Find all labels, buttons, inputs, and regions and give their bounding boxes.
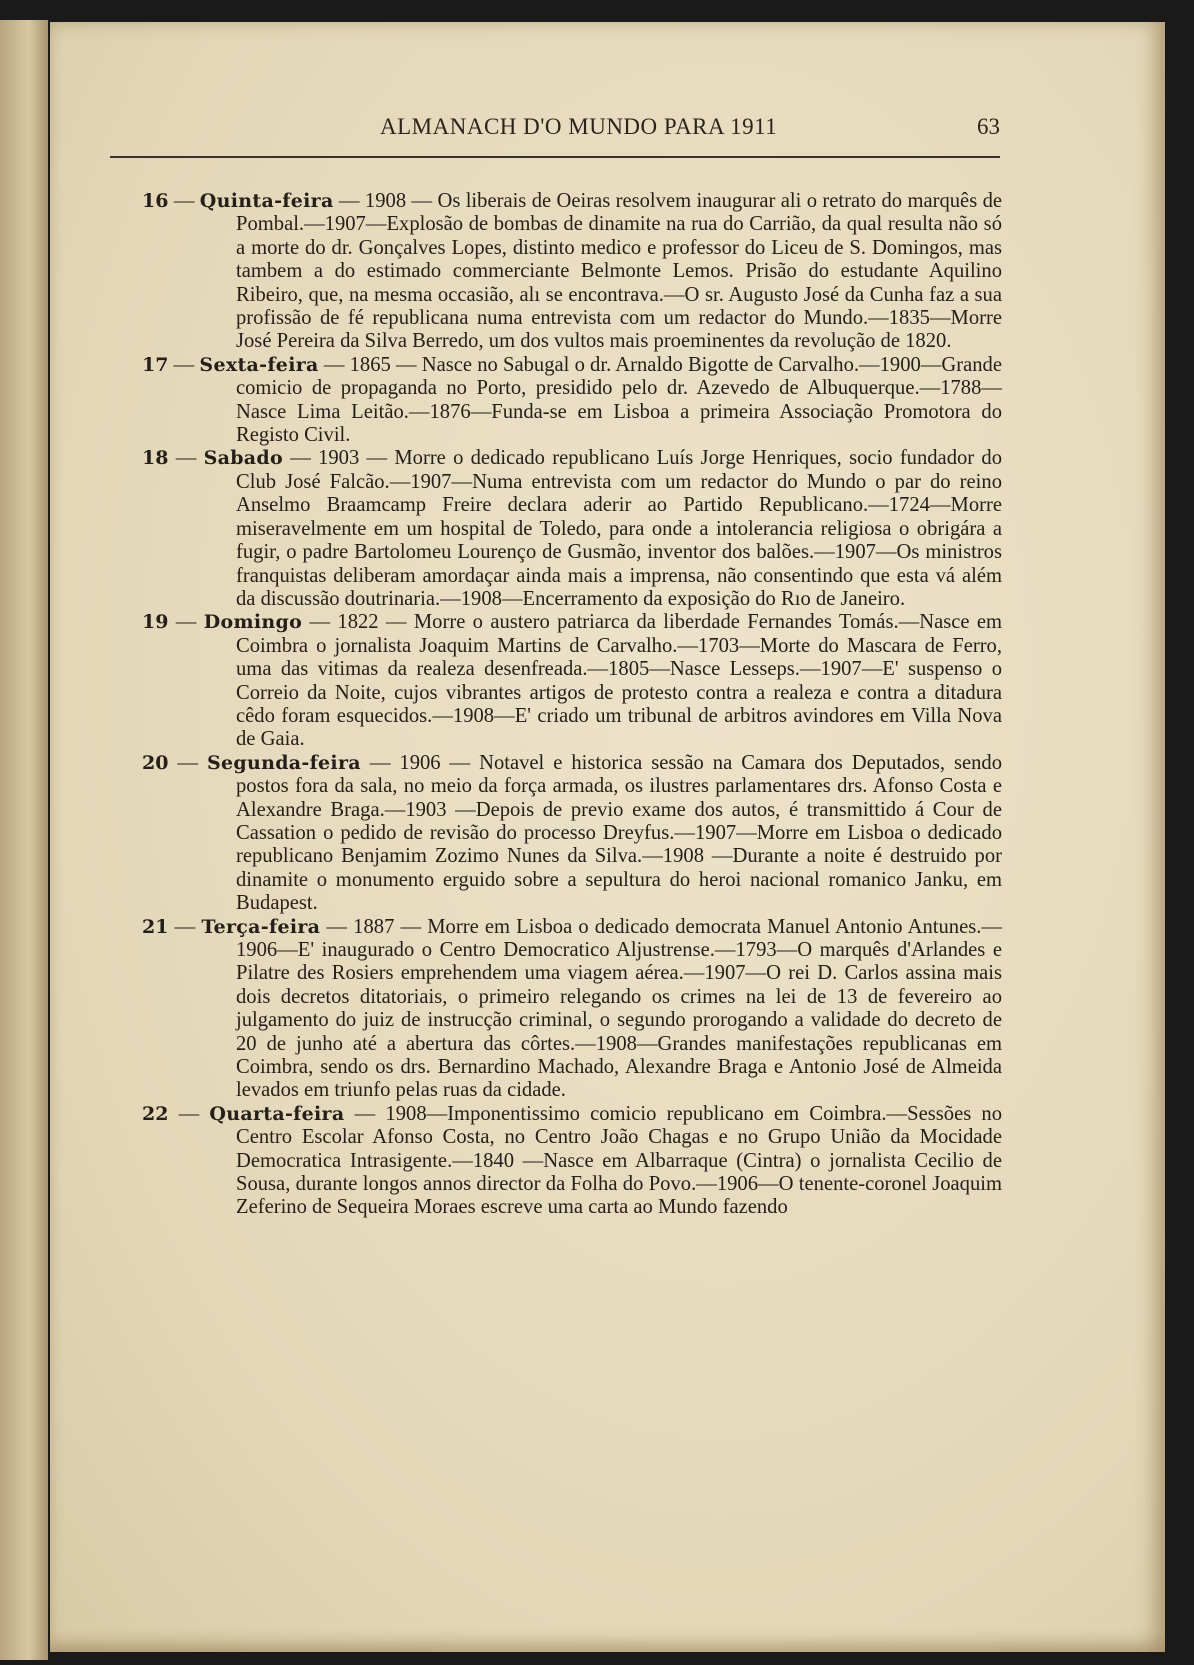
- day-name: Domingo: [203, 611, 303, 634]
- day-number: 18: [142, 447, 169, 470]
- day-entry: 19 — Domingo — 1822 — Morre o austero patriarca da liberdade Fernandes Tomás.—Nasce em Coimbra o jornalista Joaquim Martins de Carvalho.—1703—Morte do Mascara de Ferro, uma das vitimas da realeza desenfreada.—1805—Nasce Lesseps.—1907—E' suspenso o Correio da Noite, cujos vibrantes artigos de protesto contra a realeza e contra a ditadura cêdo foram esquecidos.—1908—E' criado um tribunal de arbitros avindores em Villa Nova de Gaia.: [142, 611, 1003, 751]
- day-number: 16: [142, 190, 169, 212]
- almanac-entries: [142, 190, 1002, 1220]
- day-number: 20: [142, 751, 169, 774]
- day-entry: 21 — Terça-feira — 1887 — Morre em Lisboa o dedicado democrata Manuel Antonio Antunes.—1906—E' inaugurado o Centro Democratico Aljustrense.—1793—O marquês d'Arlandes e Pilatre des Rosiers emprehendem uma viagem aérea.—1907—O rei D. Carlos assina mais dois decretos ditatoriais, o primeiro relegando os crimes na lei de 13 de fevereiro ao julgamento do juiz de instrucção criminal, o segundo prorogando a validade do decreto de 20 de junho até a abertura das côrtes.—1908—Grandes manifestações republicanas em Coimbra, sendo os drs. Bernardino Machado, Alexandre Braga e Antonio José de Almeida levados em triunfo pelas ruas da cidade.: [142, 915, 1002, 1102]
- day-number: 17: [142, 353, 169, 376]
- day-entry: 17 — Sexta-feira — 1865 — Nasce no Sabugal o dr. Arnaldo Bigotte de Carvalho.—1900—Grande comicio de propaganda no Porto, presidido pelo dr. Azevedo de Albuquerque.—1788—Nasce Lima Leitão.—1876—Funda-se em Lisboa a primeira Associação Promotora do Registo Civil.: [142, 353, 1002, 447]
- day-text: 1903 — Morre o dedicado republicano Luís Jorge Henriques, socio fundador do Club José Falcão.—1907—Numa entrevista com um redactor do Mundo o par do reino Anselmo Braamcamp Freire declara aderir ao Partido Republicano.—1724—Morre miseravelmente em um hospital de Toledo, para onde a intolerancia religiosa o obrigára a fugir, o padre Bartolomeu Lourenço de Gusmão, inventor dos balões.—1907—Os ministros franquistas deliberam amordaçar ainda mais a imprensa, não consentindo que esta vá além da discussão doutrinaria.—1908—Encerramento da exposição do Rıo de Janeiro.: [236, 447, 1003, 610]
- day-number: 21: [142, 915, 169, 938]
- day-entry: 22 — Quarta-feira — 1908—Imponentissimo comicio republicano em Coimbra.—Sessões no Centro Escolar Afonso Costa, no Centro João Chagas e no Grupo União da Mocidade Democratica Intrasigente.—1840 —Nasce em Albarraque (Cintra) o jornalista Cecilio de Sousa, durante longos annos director da Folha do Povo.—1906—O tenente-coronel Joaquim Zeferino de Sequeira Moraes escreve uma carta ao Mundo fazendo: [142, 1102, 1002, 1219]
- header-rule: [110, 156, 1000, 158]
- day-entry: 20 — Segunda-feira — 1906 — Notavel e historica sessão na Camara dos Deputados, sendo postos fora da sala, no meio da força armada, os ilustres parlamentares drs. Afonso Costa e Alexandre Braga.—1903 —Depois de previo exame dos autos, é transmittido á Cour de Cassation o pedido de revisão do processo Dreyfus.—1907—Morre em Lisboa o dedicado republicano Benjamim Zozimo Nunes da Silva.—1908 —Durante a noite é destruido por dinamite o monumento erguido sobre a sepultura do heroi nacional romanico Janku, em Budapest.: [142, 751, 1002, 915]
- day-number: 19: [142, 611, 169, 634]
- day-name: Sabado: [203, 447, 283, 470]
- day-name: Terça-feira: [201, 915, 321, 938]
- day-number: 22: [142, 1102, 169, 1125]
- day-text: 1908—Imponentissimo comicio republicano em Coimbra.—Sessões no Centro Escolar Afonso Costa, no Centro João Chagas e no Grupo União da Mocidade Democratica Intrasigente.—1840 —Nasce em Albarraque (Cintra) o jornalista Cecilio de Sousa, durante longos annos director da Folha do Povo.—1906—O tenente-coronel Joaquim Zeferino de Sequeira Moraes escreve uma carta ao Mundo fazendo: [236, 1102, 1002, 1219]
- day-text: 1887 — Morre em Lisboa o dedicado democrata Manuel Antonio Antunes.—1906—E' inaugurado o Centro Democratico Aljustrense.—1793—O marquês d'Arlandes e Pilatre des Rosiers emprehendem uma viagem aérea.—1907—O rei D. Carlos assina mais dois decretos ditatoriais, o primeiro relegando os crimes na lei de 13 de fevereiro ao julgamento do juiz de instrucção criminal, o segundo prorogando a validade do decreto de 20 de junho até a abertura das côrtes.—1908—Grandes manifestações republicanas em Coimbra, sendo os drs. Bernardino Machado, Alexandre Braga e Antonio José de Almeida levados em triunfo pelas ruas da cidade.: [236, 915, 1002, 1102]
- running-head-title: ALMANACH D'O MUNDO PARA 1911: [380, 114, 778, 139]
- running-head: [110, 96, 1000, 152]
- day-text: 1906 — Notavel e historica sessão na Camara dos Deputados, sendo postos fora da sala, no meio da força armada, os ilustres parlamentares drs. Afonso Costa e Alexandre Braga.—1903 —Depois de previo exame dos autos, é transmittido á Cour de Cassation o pedido de revisão do processo Dreyfus.—1907—Morre em Lisboa o dedicado republicano Benjamim Zozimo Nunes da Silva.—1908 —Durante a noite é destruido por dinamite o monumento erguido sobre a sepultura do heroi nacional romanico Janku, em Budapest.: [236, 751, 1002, 915]
- day-entry: 18 — Sabado — 1903 — Morre o dedicado republicano Luís Jorge Henriques, socio fundador do Club José Falcão.—1907—Numa entrevista com um redactor do Mundo o par do reino Anselmo Braamcamp Freire declara aderir ao Partido Republicano.—1724—Morre miseravelmente em um hospital de Toledo, para onde a intolerancia religiosa o obrigára a fugir, o padre Bartolomeu Lourenço de Gusmão, inventor dos balões.—1907—Os ministros franquistas deliberam amordaçar ainda mais a imprensa, não consentindo que esta vá além da discussão doutrinaria.—1908—Encerramento da exposição do Rıo de Janeiro.: [142, 447, 1003, 610]
- day-text: 1865 — Nasce no Sabugal o dr. Arnaldo Bigotte de Carvalho.—1900—Grande comicio de propaganda no Porto, presidido pelo dr. Azevedo de Albuquerque.—1788—Nasce Lima Leitão.—1876—Funda-se em Lisboa a primeira Associação Promotora do Registo Civil.: [236, 353, 1002, 447]
- previous-page-edge: [0, 20, 48, 1660]
- page-number: 63: [977, 114, 1000, 139]
- day-entry: 16 — Quinta-feira — 1908 — Os liberais de Oeiras resolvem inaugurar ali o retrato do marquês de Pombal.—1907—Explosão de bombas de dinamite na rua do Carrião, da qual resulta não só a morte do dr. Gonçalves Lopes, distinto medico e professor do Liceu de S. Domingos, mas tambem a do estimado commerciante Belmonte Lemos. Prisão do estudante Aquilino Ribeiro, que, na mesma occasião, alı se encontrava.—O sr. Augusto José da Cunha faz a sua profissão de fé republicana numa entrevista com um redactor do Mundo.—1835—Morre José Pereira da Silva Berredo, um dos vultos mais proeminentes da revolução de 1820.: [142, 190, 1003, 353]
- day-text: 1822 — Morre o austero patriarca da liberdade Fernandes Tomás.—Nasce em Coimbra o jornalista Joaquim Martins de Carvalho.—1703—Morte do Mascara de Ferro, uma das vitimas da realeza desenfreada.—1805—Nasce Lesseps.—1907—E' suspenso o Correio da Noite, cujos vibrantes artigos de protesto contra a realeza e contra a ditadura cêdo foram esquecidos.—1908—E' criado um tribunal de arbitros avindores em Villa Nova de Gaia.: [236, 611, 1003, 751]
- day-name: Segunda-feira: [206, 751, 361, 774]
- day-text: 1908 — Os liberais de Oeiras resolvem inaugurar ali o retrato do marquês de Pombal.—1907—Explosão de bombas de dinamite na rua do Carrião, da qual resulta não só a morte do dr. Gonçalves Lopes, distinto medico e professor do Liceu de S. Domingos, mas tambem a do estimado commerciante Belmonte Lemos. Prisão do estudante Aquilino Ribeiro, que, na mesma occasião, alı se encontrava.—O sr. Augusto José da Cunha faz a sua profissão de fé republicana numa entrevista com um redactor do Mundo.—1835—Morre José Pereira da Silva Berredo, um dos vultos mais proeminentes da revolução de 1820.: [236, 190, 1003, 353]
- day-name: Sexta-feira: [199, 353, 319, 376]
- day-name: Quarta-feira: [209, 1102, 345, 1125]
- day-name: Quinta-feira: [199, 190, 334, 212]
